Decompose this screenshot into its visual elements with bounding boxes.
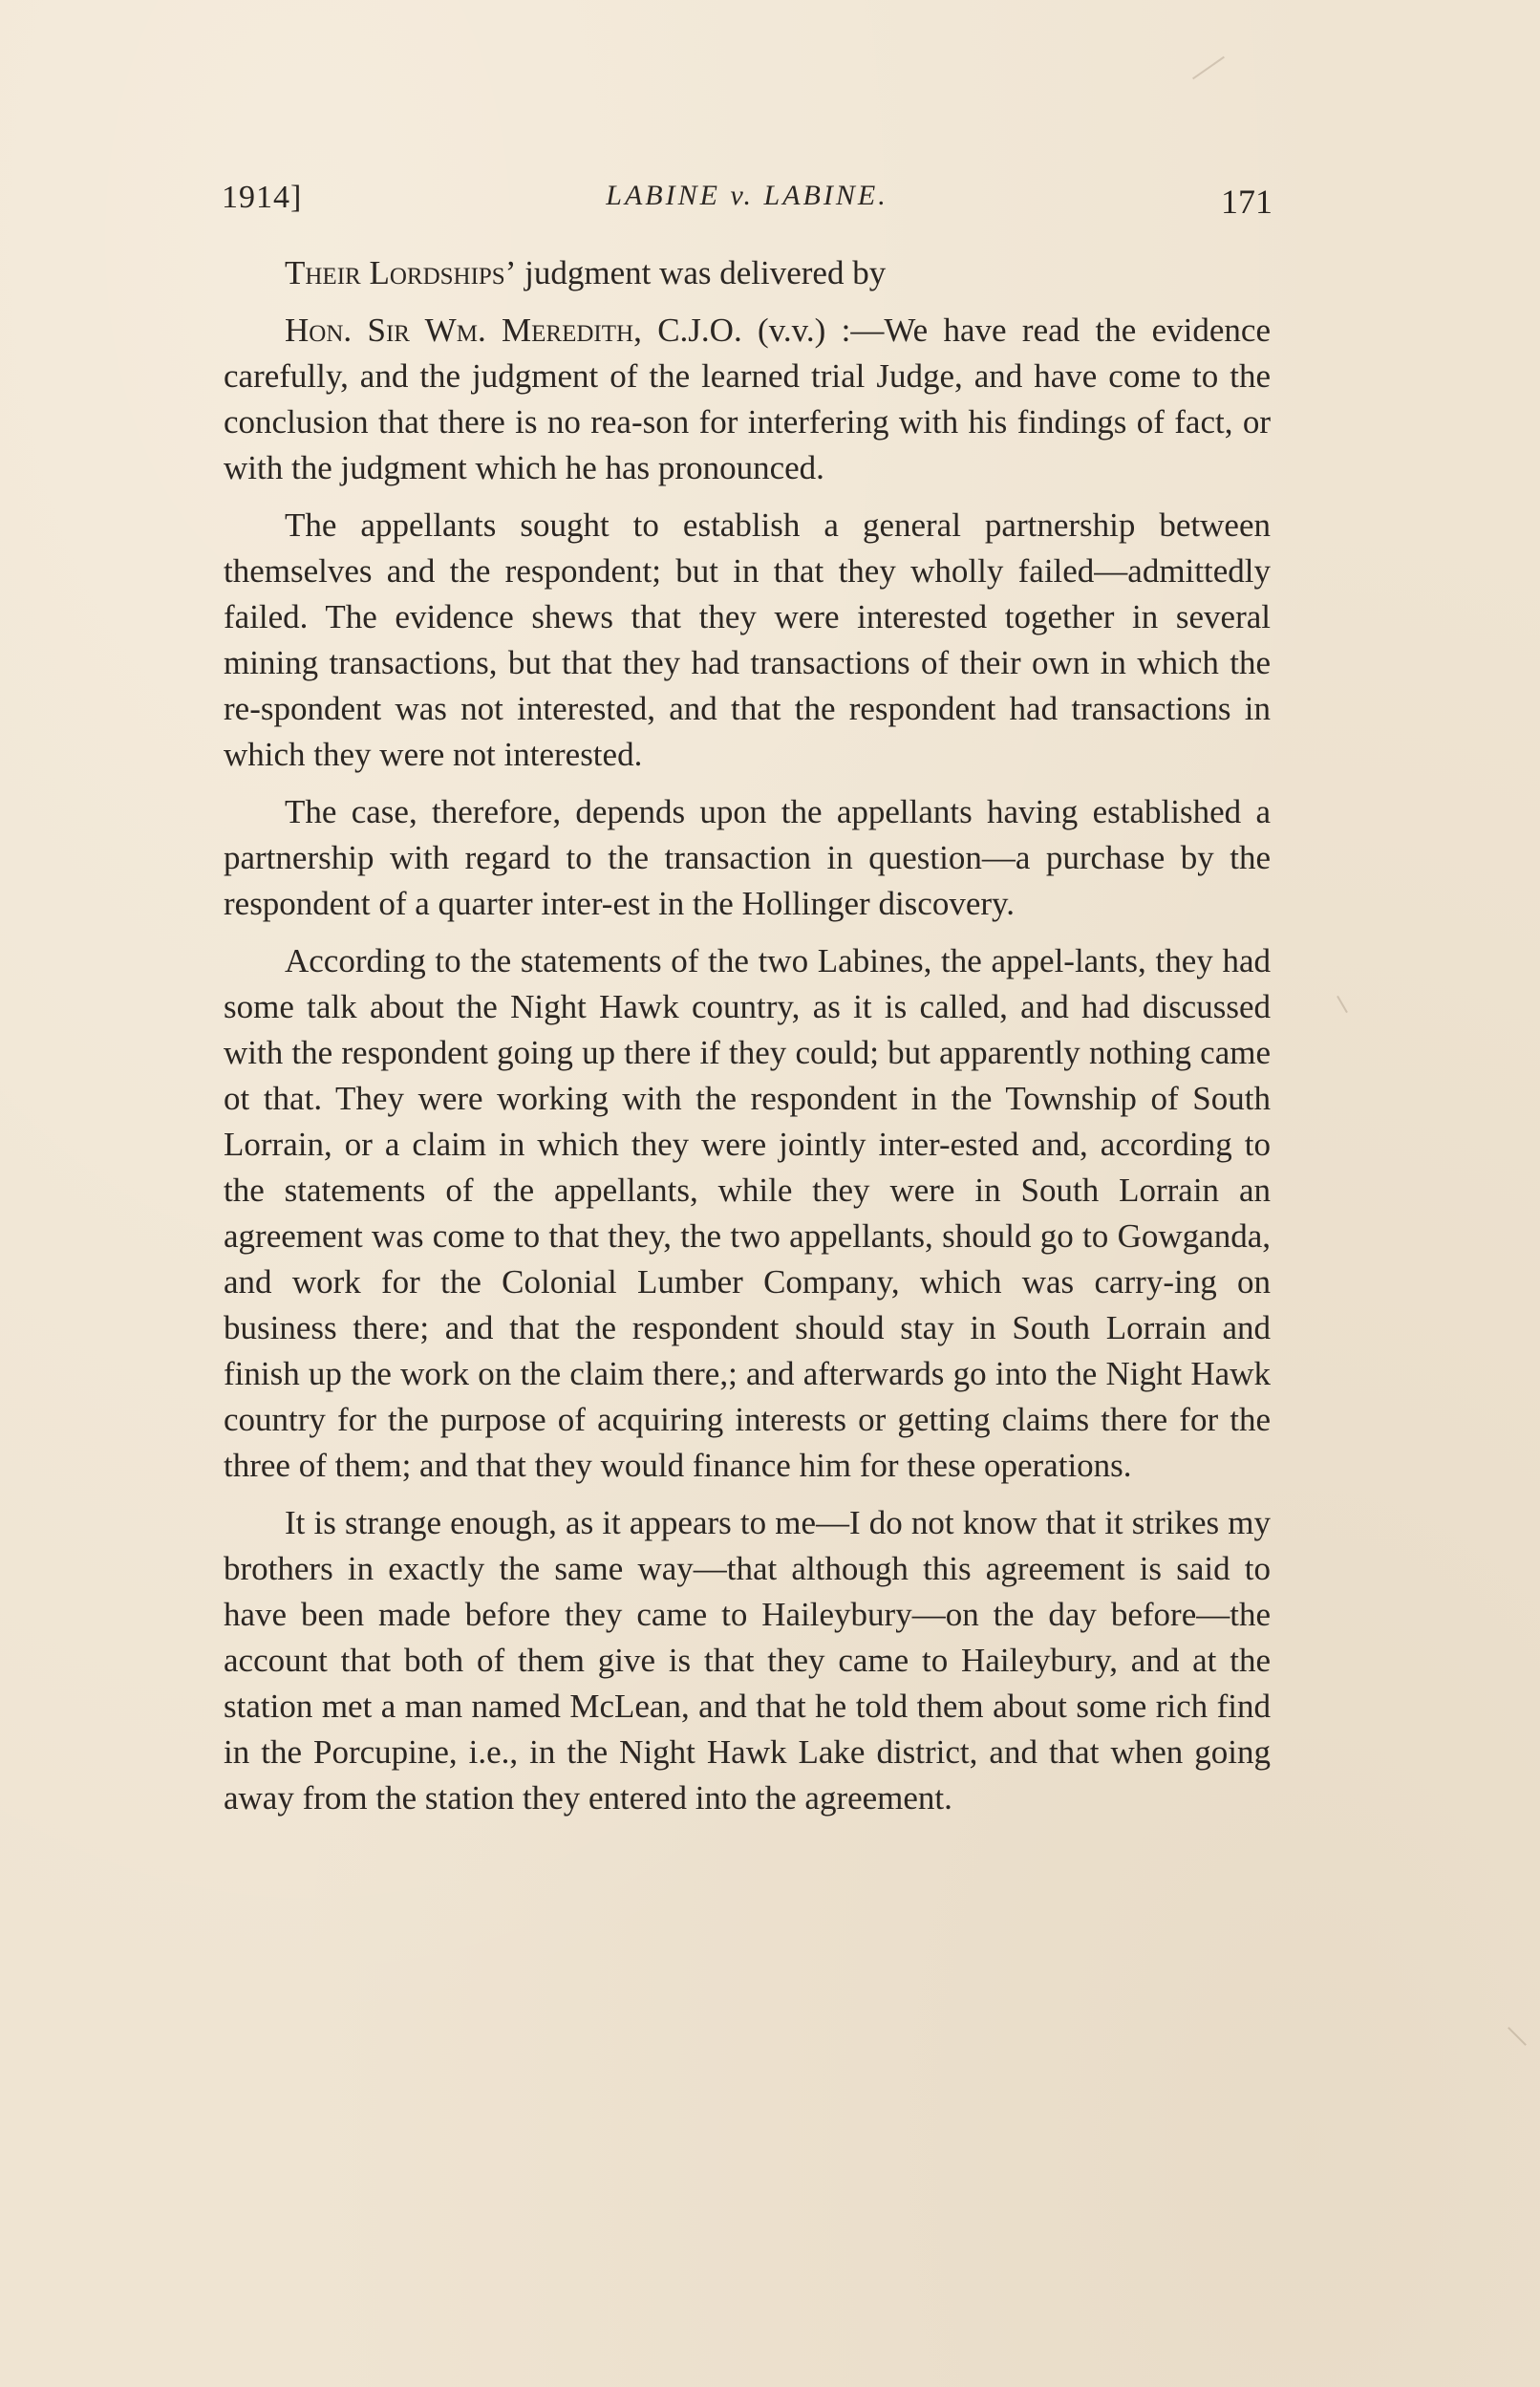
paper-mark [1508,2027,1527,2046]
paragraph-statements: According to the statements of the two Labines, the appel-lants, they had some talk about the Night Hawk country, as it is called, and had discussed with the respondent going up there if they could; but apparently nothing came ot that. They were working with the respondent in the Township of South Lorrain, or a claim in which they were jointly inter-ested and, according to the statements of the appellants, while they were in South Lorrain an agreement was come to that they, the two appellants, should go to Gowganda, and work for the Colonial Lumber Company, which was carry-ing on business there; and that the respondent should stay in South Lorrain and finish up the work on the claim there,; and afterwards go into the Night Hawk country for the purpose of acquiring interests or getting claims there for the three of them; and that they would finance him for these operations. [224,942,1271,1484]
paragraph-partnership: The appellants sought to establish a general partnership between themselves and the respondent; but in that they wholly failed—admittedly failed. The evidence shews that they were interested together in several mining transactions, but that they had transactions of their own in which the re-spondent was not interested, and that the respondent had transactions in which they were not interested. [224,506,1271,773]
delivery-lead: Their Lordships’ [285,254,517,291]
judge-opening-text: C.J.O. (v.v.) :—We have read the evidence carefully, and the judgment of the learned trial Judge, and have come to the conclusion that there is no rea-son for interfering with his findings of fact, or with the judgment which he has pronounced. [224,312,1271,486]
judgment-body [224,250,1271,1833]
running-header [222,172,1273,229]
judge-name: Hon. Sir Wm. Meredith, [285,312,642,349]
paragraph-delivery [224,250,1271,296]
paper-mark [1192,56,1225,80]
paragraph-judge-opening [224,308,1271,491]
delivery-rest: judgment was delivered by [516,254,887,291]
paper-mark [1337,996,1348,1013]
paragraph-case-depends: The case, therefore, depends upon the appellants having established a partnership with regard to the transaction in question—a purchase by the respondent of a quarter inter-est in the Hollinger discovery. [224,793,1271,922]
paragraph-strange-enough: It is strange enough, as it appears to me—I do not know that it strikes my brothers in exactly the same way—that although this agreement is said to have been made before they came to Haileybury—on the day before—the account that both of them give is that they came to Haileybury, and at the station met a man named McLean, and that he told them about some rich find in the Porcupine, i.e., in the Night Hawk Lake district, and that when going away from the station they entered into the agreement. [224,1504,1271,1817]
header-case-title: LABINE v. LABINE. [606,180,888,211]
page-number: 171 [1221,183,1273,221]
header-year: 1914] [222,180,303,215]
